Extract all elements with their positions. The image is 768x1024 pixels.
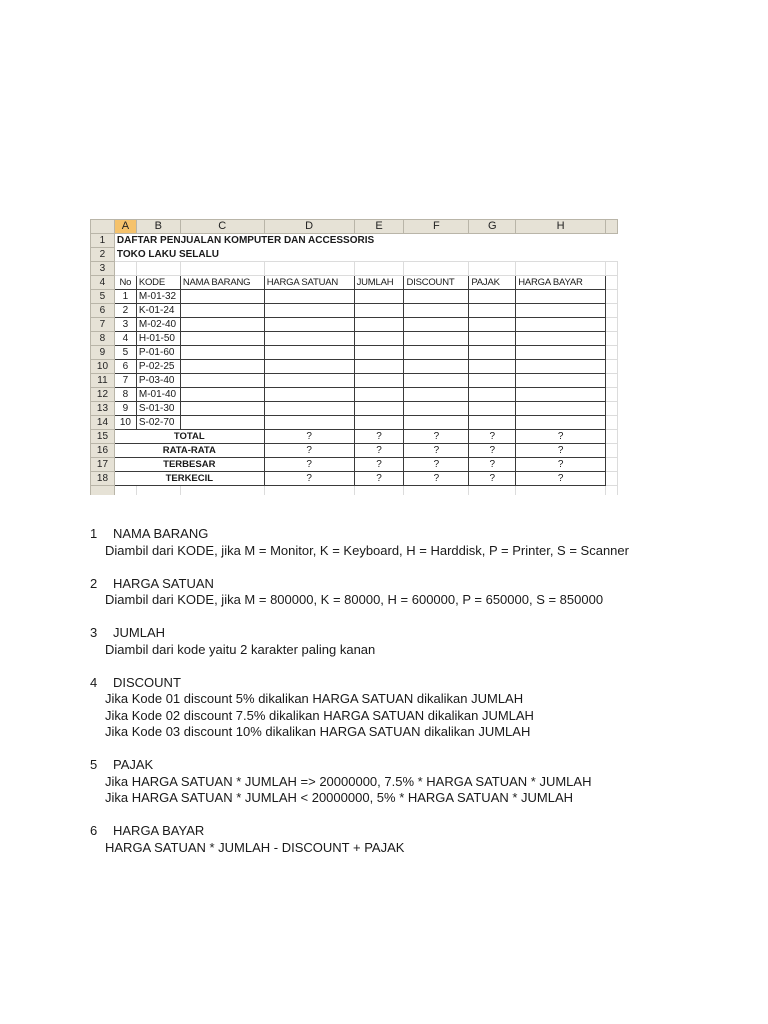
empty-cell	[404, 304, 469, 318]
empty-cell	[180, 346, 264, 360]
column-header: E	[354, 220, 404, 234]
summary-label: TERBESAR	[114, 458, 264, 472]
spreadsheet-table	[90, 219, 618, 495]
empty-cell	[354, 416, 404, 430]
empty-cell	[264, 388, 354, 402]
empty-cell	[264, 290, 354, 304]
note-heading	[90, 823, 629, 840]
empty-cell	[516, 318, 606, 332]
empty-cell	[180, 318, 264, 332]
header-cell: No	[114, 276, 136, 290]
empty-cell	[404, 346, 469, 360]
empty-cell	[516, 374, 606, 388]
summary-label: TOTAL	[114, 430, 264, 444]
blank-cell	[606, 290, 618, 304]
note-item	[90, 823, 629, 856]
note-title: DISCOUNT	[113, 674, 181, 690]
blank-cell	[606, 374, 618, 388]
summary-value: ?	[264, 430, 354, 444]
note-title: JUMLAH	[113, 625, 166, 640]
empty-cell	[404, 332, 469, 346]
blank-cell	[136, 486, 180, 496]
table-row	[91, 332, 618, 346]
empty-cell	[354, 346, 404, 360]
empty-cell	[180, 290, 264, 304]
note-text: Diambil dari KODE, jika M = Monitor, K = Keyboard, H = Harddisk, P = Printer, S = Scanner	[105, 542, 629, 558]
empty-cell	[469, 416, 516, 430]
empty-cell	[469, 388, 516, 402]
no-cell: 10	[114, 416, 136, 430]
note-number: 3	[90, 625, 98, 640]
blank-row	[91, 486, 618, 496]
kode-cell: S-02-70	[136, 416, 180, 430]
summary-value: ?	[516, 430, 606, 444]
empty-cell	[264, 416, 354, 430]
empty-cell	[469, 318, 516, 332]
no-cell: 6	[114, 360, 136, 374]
table-row	[91, 304, 618, 318]
row-header: 3	[91, 262, 115, 276]
row-header: 2	[91, 248, 115, 262]
blank-cell	[606, 416, 618, 430]
empty-cell	[404, 360, 469, 374]
empty-cell	[404, 416, 469, 430]
summary-value: ?	[354, 458, 404, 472]
empty-cell	[264, 374, 354, 388]
summary-value: ?	[516, 458, 606, 472]
blank-cell	[606, 402, 618, 416]
kode-cell: M-02-40	[136, 318, 180, 332]
empty-cell	[354, 318, 404, 332]
row-header: 1	[91, 234, 115, 248]
empty-cell	[264, 346, 354, 360]
empty-cell	[180, 402, 264, 416]
header-cell: NAMA BARANG	[180, 276, 264, 290]
empty-cell	[469, 332, 516, 346]
table-row	[91, 388, 618, 402]
empty-cell	[264, 360, 354, 374]
kode-cell: S-01-30	[136, 402, 180, 416]
summary-value: ?	[354, 444, 404, 458]
blank-cell	[606, 346, 618, 360]
note-number: 1	[90, 526, 98, 541]
note-number: 5	[90, 757, 98, 772]
summary-value: ?	[469, 444, 516, 458]
empty-cell	[180, 374, 264, 388]
row-header: 10	[91, 360, 115, 374]
blank-cell	[606, 430, 618, 444]
summary-value: ?	[404, 472, 469, 486]
blank-cell	[606, 318, 618, 332]
sheet-subtitle: TOKO LAKU SELALU	[116, 248, 219, 260]
empty-cell	[180, 416, 264, 430]
blank-cell	[264, 486, 354, 496]
note-item	[90, 576, 629, 609]
row-header: 18	[91, 472, 115, 486]
kode-cell: H-01-50	[136, 332, 180, 346]
row-header: 6	[91, 304, 115, 318]
note-heading	[90, 526, 629, 543]
column-header: H	[516, 220, 606, 234]
empty-cell	[469, 290, 516, 304]
column-header-row	[91, 220, 618, 234]
table-row	[91, 346, 618, 360]
empty-cell	[404, 374, 469, 388]
row-header: 17	[91, 458, 115, 472]
note-text: Jika HARGA SATUAN * JUMLAH < 20000000, 5% * HARGA SATUAN * JUMLAH	[105, 790, 574, 805]
blank-cell	[516, 486, 606, 496]
empty-cell	[469, 360, 516, 374]
blank-cell	[606, 458, 618, 472]
table-row	[91, 318, 618, 332]
header-cell: HARGA BAYAR	[516, 276, 606, 290]
no-cell: 7	[114, 374, 136, 388]
note-heading	[90, 625, 629, 642]
summary-value: ?	[516, 472, 606, 486]
blank-cell	[606, 388, 618, 402]
blank-cell	[606, 360, 618, 374]
column-header-extra	[606, 220, 618, 234]
empty-cell	[180, 388, 264, 402]
spreadsheet-image	[90, 219, 618, 495]
note-text: Jika Kode 03 discount 10% dikalikan HARGA SATUAN dikalikan JUMLAH	[105, 724, 531, 739]
blank-cell	[404, 486, 469, 496]
summary-row	[91, 472, 618, 486]
note-text: HARGA SATUAN * JUMLAH - DISCOUNT + PAJAK	[105, 839, 405, 855]
empty-cell	[354, 402, 404, 416]
row-header: 8	[91, 332, 115, 346]
summary-value: ?	[469, 458, 516, 472]
column-header: D	[264, 220, 354, 234]
note-text: Jika HARGA SATUAN * JUMLAH => 20000000, 7.5% * HARGA SATUAN * JUMLAH	[105, 773, 592, 789]
row-header: 13	[91, 402, 115, 416]
summary-label: RATA-RATA	[114, 444, 264, 458]
empty-cell	[264, 332, 354, 346]
no-cell: 5	[114, 346, 136, 360]
table-row	[91, 402, 618, 416]
summary-value: ?	[404, 458, 469, 472]
no-cell: 4	[114, 332, 136, 346]
sheet-title: DAFTAR PENJUALAN KOMPUTER DAN ACCESSORIS	[116, 235, 375, 247]
blank-cell	[606, 486, 618, 496]
blank-cell	[606, 332, 618, 346]
empty-cell	[354, 290, 404, 304]
blank-cell	[469, 486, 516, 496]
row-header: 9	[91, 346, 115, 360]
header-cell: KODE	[136, 276, 180, 290]
kode-cell: P-02-25	[136, 360, 180, 374]
table-row	[91, 360, 618, 374]
empty-cell	[354, 374, 404, 388]
row-header	[91, 486, 115, 496]
blank-cell	[180, 486, 264, 496]
note-heading	[90, 675, 629, 692]
header-cell: PAJAK	[469, 276, 516, 290]
summary-value: ?	[469, 472, 516, 486]
note-item	[90, 675, 629, 741]
note-number: 2	[90, 575, 98, 591]
note-item	[90, 526, 629, 559]
summary-row	[91, 430, 618, 444]
empty-cell	[516, 416, 606, 430]
select-all-corner	[91, 220, 115, 234]
empty-cell	[516, 346, 606, 360]
column-header: C	[180, 220, 264, 234]
row-header: 14	[91, 416, 115, 430]
summary-value: ?	[264, 472, 354, 486]
kode-cell: P-03-40	[136, 374, 180, 388]
empty-cell	[180, 360, 264, 374]
no-cell: 9	[114, 402, 136, 416]
header-cell: JUMLAH	[354, 276, 404, 290]
empty-cell	[404, 290, 469, 304]
empty-cell	[404, 388, 469, 402]
row-header: 11	[91, 374, 115, 388]
row-header: 12	[91, 388, 115, 402]
empty-cell	[404, 402, 469, 416]
summary-value: ?	[404, 444, 469, 458]
summary-value: ?	[516, 444, 606, 458]
note-text: Diambil dari KODE, jika M = 800000, K = 80000, H = 600000, P = 650000, S = 850000	[105, 592, 604, 607]
table-row	[91, 290, 618, 304]
empty-cell	[264, 304, 354, 318]
note-title: NAMA BARANG	[113, 526, 209, 541]
empty-cell	[469, 346, 516, 360]
row-header: 7	[91, 318, 115, 332]
blank-row	[91, 262, 618, 276]
summary-value: ?	[354, 430, 404, 444]
instruction-notes	[90, 526, 629, 873]
table-row	[91, 374, 618, 388]
empty-cell	[516, 290, 606, 304]
note-heading	[90, 576, 629, 593]
kode-cell: P-01-60	[136, 346, 180, 360]
empty-cell	[516, 304, 606, 318]
header-cell: DISCOUNT	[404, 276, 469, 290]
empty-cell	[516, 388, 606, 402]
blank-cell	[606, 472, 618, 486]
row-header: 5	[91, 290, 115, 304]
empty-cell	[516, 402, 606, 416]
empty-cell	[469, 304, 516, 318]
column-header: B	[136, 220, 180, 234]
note-item	[90, 625, 629, 658]
note-text: Diambil dari kode yaitu 2 karakter paling kanan	[105, 641, 376, 657]
note-text: Jika Kode 02 discount 7.5% dikalikan HARGA SATUAN dikalikan JUMLAH	[105, 707, 534, 723]
empty-cell	[516, 332, 606, 346]
empty-cell	[354, 388, 404, 402]
no-cell: 8	[114, 388, 136, 402]
header-cell: HARGA SATUAN	[264, 276, 354, 290]
kode-cell: K-01-24	[136, 304, 180, 318]
title-row	[91, 234, 618, 248]
summary-value: ?	[264, 458, 354, 472]
column-header: F	[404, 220, 469, 234]
empty-cell	[180, 304, 264, 318]
blank-cell	[606, 304, 618, 318]
kode-cell: M-01-40	[136, 388, 180, 402]
note-title: HARGA BAYAR	[113, 823, 205, 838]
note-text: Jika Kode 01 discount 5% dikalikan HARGA SATUAN dikalikan JUMLAH	[105, 691, 524, 706]
note-heading	[90, 757, 629, 774]
table-header-row	[91, 276, 618, 290]
blank-cell	[354, 486, 404, 496]
row-header: 16	[91, 444, 115, 458]
note-number: 6	[90, 823, 98, 838]
empty-cell	[354, 332, 404, 346]
summary-label: TERKECIL	[114, 472, 264, 486]
empty-cell	[404, 318, 469, 332]
column-header: A	[114, 220, 136, 234]
subtitle-row	[91, 248, 618, 262]
summary-value: ?	[354, 472, 404, 486]
empty-cell	[264, 402, 354, 416]
note-title: HARGA SATUAN	[113, 575, 214, 591]
no-cell: 3	[114, 318, 136, 332]
summary-value: ?	[264, 444, 354, 458]
no-cell: 1	[114, 290, 136, 304]
empty-cell	[264, 318, 354, 332]
column-header: G	[469, 220, 516, 234]
summary-value: ?	[404, 430, 469, 444]
blank-cell	[606, 444, 618, 458]
kode-cell: M-01-32	[136, 290, 180, 304]
note-item	[90, 757, 629, 807]
empty-cell	[469, 374, 516, 388]
summary-row	[91, 458, 618, 472]
empty-cell	[354, 304, 404, 318]
empty-cell	[354, 360, 404, 374]
summary-row	[91, 444, 618, 458]
note-title: PAJAK	[113, 757, 154, 772]
row-header: 15	[91, 430, 115, 444]
summary-value: ?	[469, 430, 516, 444]
empty-cell	[469, 402, 516, 416]
note-number: 4	[90, 674, 98, 690]
empty-cell	[180, 332, 264, 346]
no-cell: 2	[114, 304, 136, 318]
table-row	[91, 416, 618, 430]
empty-cell	[516, 360, 606, 374]
row-header: 4	[91, 276, 115, 290]
blank-cell	[114, 486, 136, 496]
